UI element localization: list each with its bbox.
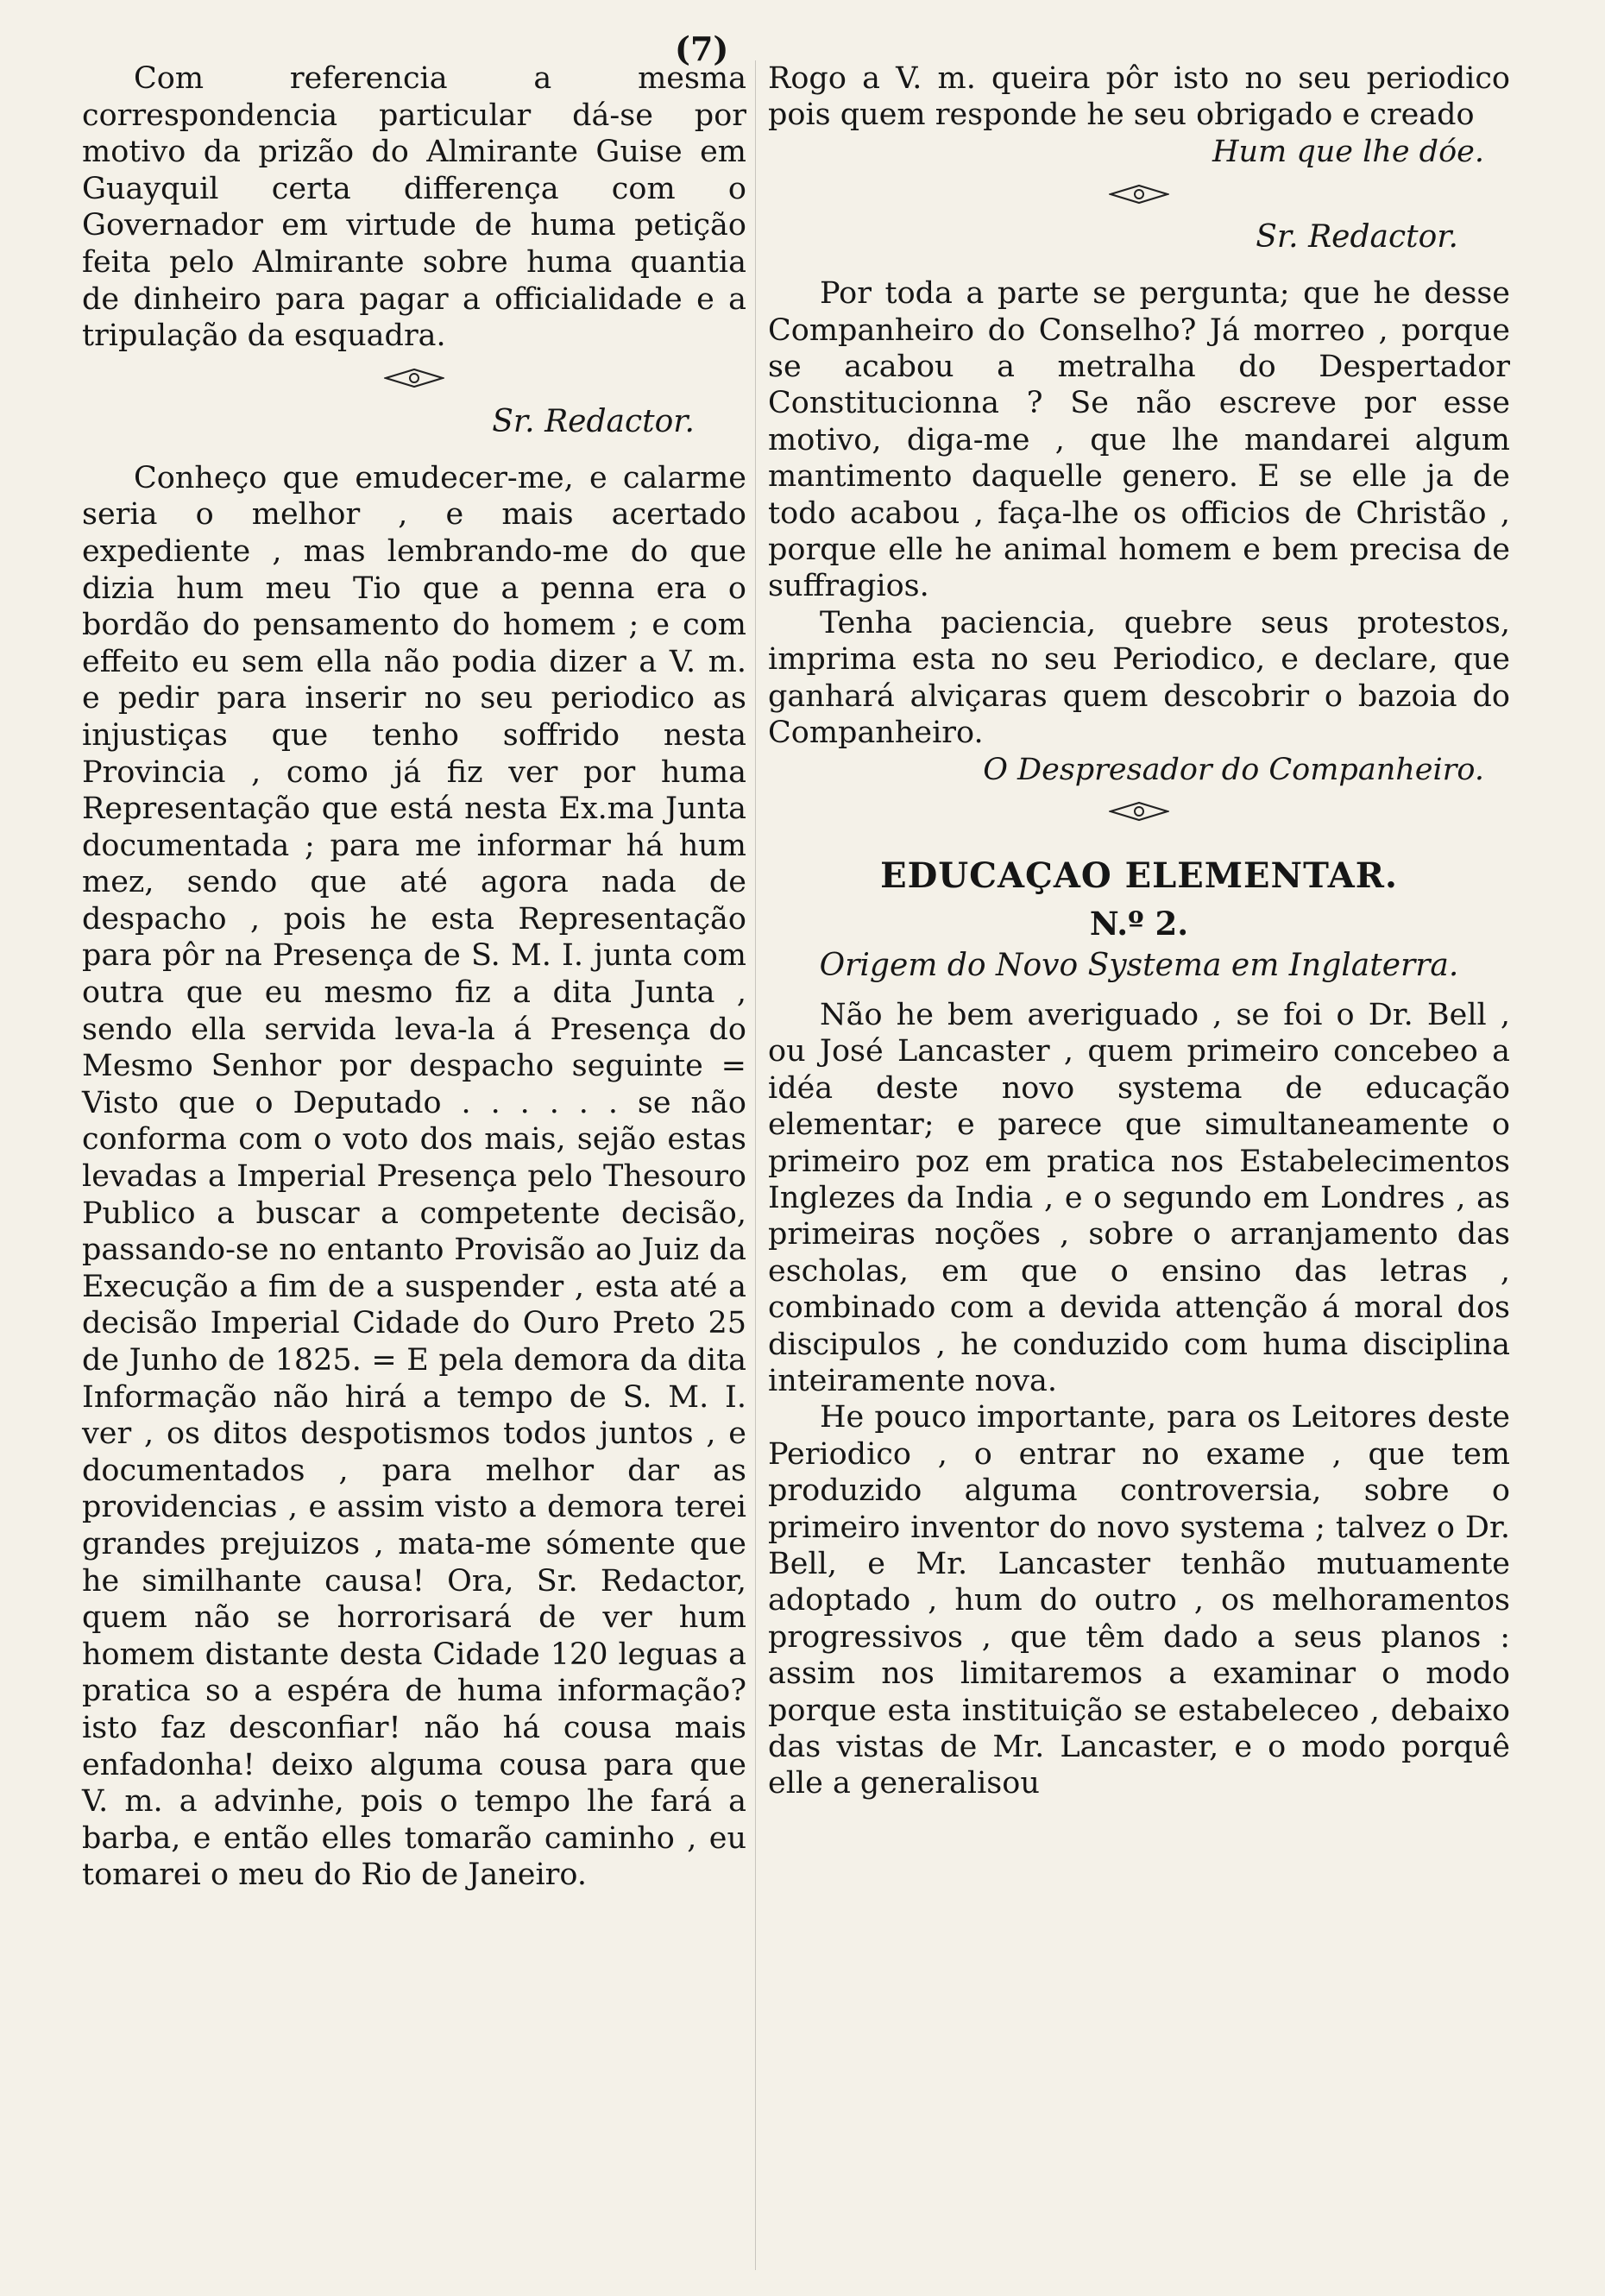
right-paragraph-4: Não he bem averiguado , se foi o Dr. Bell , ou José Lancaster , quem primeiro concebeo a idéa deste novo systema de educação elementar; e parece que simultaneamente o primeiro poz em pratica nos Estabelecimentos Inglezes da India , e o segundo em Londres , as primeiras noções , sobre o arranjamento das escholas, em que o ensino das letras , combinado com a devida attenção á moral dos discipulos , he conduzido com huma disciplina inteiramente nova.: [768, 997, 1510, 1398]
diamond-fleuron-icon: [768, 788, 1510, 833]
right-paragraph-5: He pouco importante, para os Leitores deste Periodico , o entrar no exame , que tem produzido alguma controversia, sobre o primeiro inventor do novo systema ; talvez o Dr. Bell, e Mr. Lancaster tenhão mutuamente adoptado , hum do outro , os melhoramentos progressivos , que têm dado a seus planos : assim nos limitaremos a examinar o modo porque esta instituição se estabeleceo , debaixo das vistas de Mr. Lancaster, e o modo porquê elle a generalisou: [768, 1400, 1510, 1801]
section-title: EDUCAÇAO ELEMENTAR.: [880, 855, 1398, 896]
column-divider: [755, 60, 756, 2270]
diamond-fleuron-icon: [768, 170, 1510, 215]
right-salutation: Sr. Redactor.: [1256, 219, 1458, 255]
left-paragraph-1: Com referencia a mesma correspondencia particular dá-se por motivo da prizão do Almirante Guise em Guayquil certa differença com o Governador em virtude de huma petição feita pelo Almirante sobre huma quantia de dinheiro para pagar a officialidade e a tripulação da esquadra.: [82, 61, 746, 354]
left-salutation: Sr. Redactor.: [492, 403, 695, 439]
right-signature-1: Hum que lhe dóe.: [1212, 134, 1484, 169]
right-paragraph-2: Por toda a parte se pergunta; que he desse Companheiro do Conselho? Já morreo , porque se acabou a metralha do Despertador Constitucionna ? Se não escreve por esse motivo, diga-me , que lhe mandarei algum mantimento daquelle genero. E se elle ja de todo acabou , faça-lhe os officios de Christão , porque elle he animal homem e bem precisa de suffragios.: [768, 276, 1510, 604]
left-column: [82, 60, 746, 1894]
right-signature-2: O Despresador do Companheiro.: [983, 752, 1484, 787]
right-column: [768, 60, 1510, 1802]
right-paragraph-3: Tenha paciencia, quebre seus protestos, imprima esta no seu Periodico, e declare, que ganhará alviçaras quem descobrir o bazoia do Companheiro.: [768, 605, 1510, 751]
left-paragraph-2: Conheço que emudecer-me, e calarme seria o melhor , e mais acertado expediente , mas lembrando-me do que dizia hum meu Tio que a penna era o bordão do pensamento do homem ; e com effeito eu sem ella não podia dizer a V. m. e pedir para inserir no seu periodico as injustiças que tenho soffrido nesta Provincia , como já fiz ver por huma Representação que está nesta Ex.ma Junta documentada ; para me informar há hum mez, sendo que até agora nada de despacho , pois he esta Representação para pôr na Presença de S. M. I. junta com outra que eu mesmo fiz a dita Junta , sendo ella servida leva-la á Presença do Mesmo Senhor por despacho seguinte = Visto que o Deputado . . . . . . se não conforma com o voto dos mais, sejão estas levadas a Imperial Presença pelo Thesouro Publico a buscar a competente decisão, passando-se no entanto Provisão ao Juiz da Execução a fim de a suspender , esta até a decisão Imperial Cidade do Ouro Preto 25 de Junho de 1825. = E pela demora da dita Informação não hirá a tempo de S. M. I. ver , os ditos despotismos todos juntos , e documentados , para melhor dar as providencias , e assim visto a demora terei grandes prejuizos , mata-me sómente que he similhante causa! Ora, Sr. Redactor, quem não se horrorisará de ver hum homem distante desta Cidade 120 leguas a pratica so a espéra de huma informação? isto faz desconfiar! não há cousa mais enfadonha! deixo alguma cousa para que V. m. a advinhe, pois o tempo lhe fará a barba, e então elles tomarão caminho , eu tomarei o meu do Rio de Janeiro.: [82, 460, 746, 1893]
section-subtitle: Origem do Novo Systema em Inglaterra.: [819, 947, 1459, 983]
right-paragraph-1: Rogo a V. m. queira pôr isto no seu periodico pois quem responde he seu obrigado e creado: [768, 61, 1510, 133]
page-number: (7): [675, 29, 729, 68]
text-columns: [82, 60, 1562, 2270]
diamond-fleuron-icon: [82, 355, 746, 400]
section-number: N.º 2.: [1089, 904, 1189, 943]
